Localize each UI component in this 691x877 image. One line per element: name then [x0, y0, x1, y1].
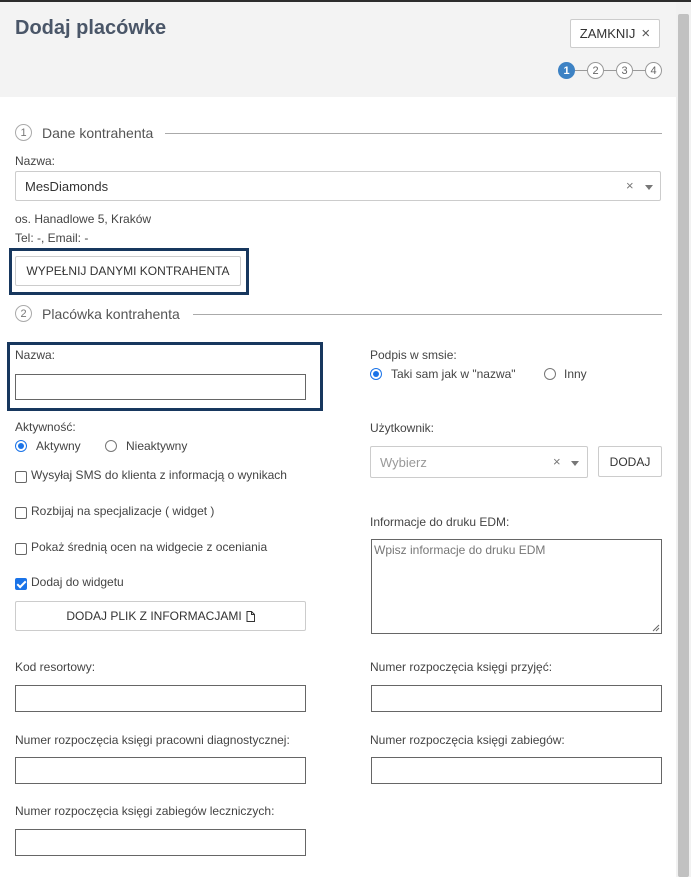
- fill-contractor-data-button[interactable]: WYPEŁNIJ DANYMI KONTRAHENTA: [15, 256, 241, 286]
- facility-name-label: Nazwa:: [15, 348, 56, 362]
- clear-icon[interactable]: ×: [626, 178, 634, 193]
- edm-placeholder: Wpisz informacje do druku EDM: [374, 543, 546, 557]
- ksiega-diagnostycznej-label: Numer rozpoczęcia księgi pracowni diagnostycznej:: [15, 733, 290, 747]
- contractor-contact: Tel: -, Email: -: [15, 231, 89, 245]
- step-1[interactable]: 1: [558, 62, 575, 79]
- user-select[interactable]: [370, 446, 588, 478]
- sms-radio-other[interactable]: [544, 368, 556, 380]
- ksiega-leczniczych-label: Numer rozpoczęcia księgi zabiegów leczniczych:: [15, 804, 275, 818]
- section-1-title: Dane kontrahenta: [42, 124, 154, 141]
- section-2-title: Placówka kontrahenta: [42, 305, 180, 322]
- section-2-heading: [15, 305, 180, 322]
- checkbox-send-sms[interactable]: [15, 471, 27, 483]
- user-label: Użytkownik:: [370, 421, 435, 435]
- activity-radio-inactive[interactable]: [105, 440, 117, 452]
- close-button[interactable]: [570, 19, 660, 48]
- contractor-name-label: Nazwa:: [15, 154, 56, 168]
- modal-header: [0, 2, 676, 97]
- checkbox-split-specializations-label: Rozbijaj na specjalizacje ( widget ): [31, 504, 215, 518]
- checkbox-add-to-widget-label: Dodaj do widgetu: [31, 575, 124, 589]
- close-label: ZAMKNIJ: [579, 26, 636, 41]
- facility-name-input[interactable]: [15, 374, 306, 400]
- ksiega-leczniczych-input[interactable]: [15, 829, 306, 856]
- checkbox-add-to-widget[interactable]: [15, 578, 27, 590]
- chevron-down-icon[interactable]: [645, 185, 653, 190]
- clear-icon[interactable]: ×: [553, 454, 561, 469]
- user-select-placeholder: Wybierz: [380, 455, 427, 470]
- sms-option-other-label: Inny: [564, 367, 587, 381]
- sms-option-same-label: Taki sam jak w "nazwa": [391, 367, 516, 381]
- edm-textarea[interactable]: [371, 539, 662, 634]
- kod-resortowy-input[interactable]: [15, 685, 306, 712]
- chevron-down-icon[interactable]: [571, 461, 579, 466]
- activity-label: Aktywność:: [15, 420, 76, 434]
- section-divider: [193, 314, 662, 315]
- section-divider: [165, 133, 662, 134]
- section-2-number: 2: [15, 305, 32, 322]
- ksiega-diagnostycznej-input[interactable]: [15, 757, 306, 784]
- activity-inactive-label: Nieaktywny: [126, 439, 188, 453]
- ksiega-przyjec-label: Numer rozpoczęcia księgi przyjęć:: [370, 660, 553, 674]
- ksiega-zabiegow-label: Numer rozpoczęcia księgi zabiegów:: [370, 733, 565, 747]
- sms-radio-same[interactable]: [370, 368, 382, 380]
- section-1-heading: [15, 124, 153, 141]
- activity-radio-active[interactable]: [15, 440, 27, 452]
- scrollbar-thumb[interactable]: [678, 14, 689, 877]
- contractor-select[interactable]: [15, 171, 661, 201]
- step-3[interactable]: 3: [616, 62, 633, 79]
- step-connector: [604, 70, 616, 71]
- step-2[interactable]: 2: [587, 62, 604, 79]
- checkbox-show-rating[interactable]: [15, 543, 27, 555]
- page-title: Dodaj placówke: [15, 17, 167, 39]
- contractor-address: os. Hanadlowe 5, Kraków: [15, 212, 152, 226]
- add-info-file-label: DODAJ PLIK Z INFORMACJAMI: [66, 609, 242, 623]
- ksiega-przyjec-input[interactable]: [371, 685, 662, 712]
- ksiega-zabiegow-input[interactable]: [371, 757, 662, 784]
- kod-resortowy-label: Kod resortowy:: [15, 660, 96, 674]
- close-icon: ×: [641, 25, 651, 42]
- activity-active-label: Aktywny: [36, 439, 81, 453]
- add-info-file-button[interactable]: [15, 601, 306, 631]
- edm-label: Informacje do druku EDM:: [370, 515, 510, 529]
- resize-handle-icon[interactable]: [652, 624, 660, 632]
- checkbox-split-specializations[interactable]: [15, 507, 27, 519]
- step-4[interactable]: 4: [645, 62, 662, 79]
- contractor-select-value: MesDiamonds: [25, 179, 109, 194]
- add-user-button[interactable]: DODAJ: [598, 446, 662, 477]
- section-1-number: 1: [15, 124, 32, 141]
- checkbox-send-sms-label: Wysyłaj SMS do klienta z informacją o wynikach: [31, 468, 287, 482]
- checkbox-show-rating-label: Pokaż średnią ocen na widgecie z oceniania: [31, 540, 268, 554]
- sms-signature-label: Podpis w smsie:: [370, 348, 457, 362]
- step-connector: [633, 70, 645, 71]
- file-icon: [246, 611, 255, 622]
- step-connector: [575, 70, 587, 71]
